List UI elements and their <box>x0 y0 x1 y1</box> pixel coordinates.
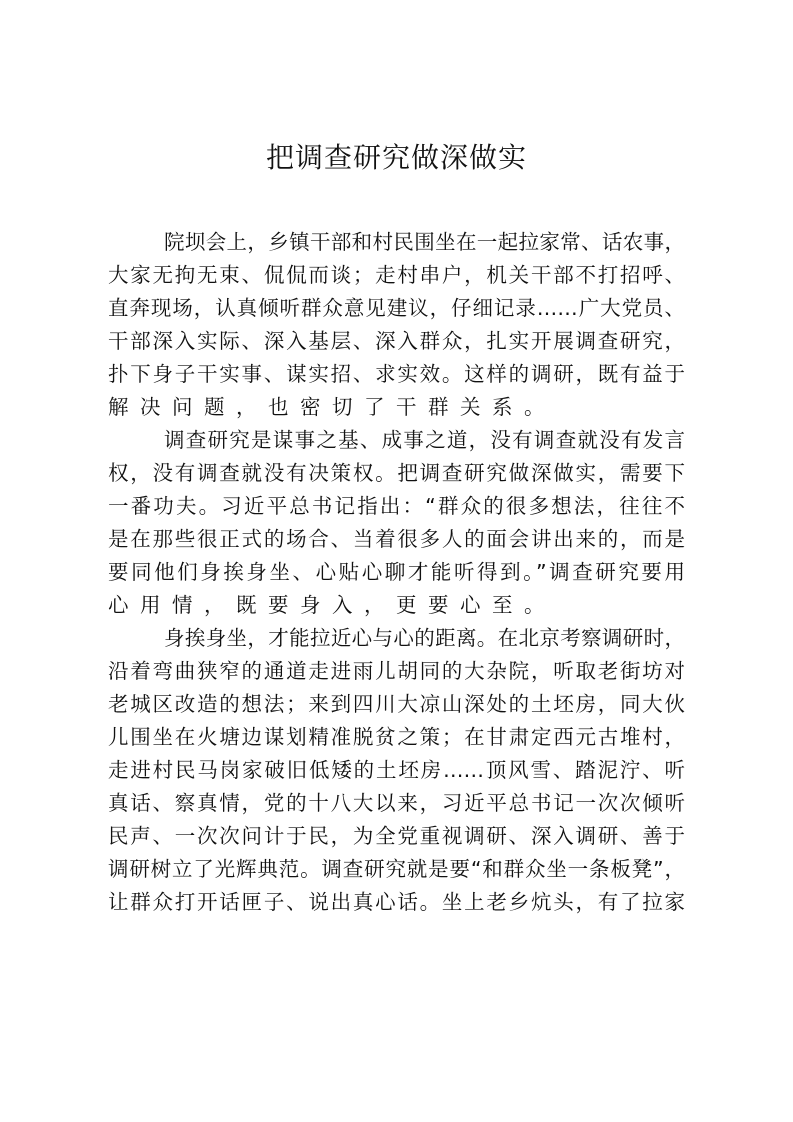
text-line: 院坝会上，乡镇干部和村民围坐在一起拉家常、话农事， <box>164 230 685 254</box>
text-line: 一番功夫。习近平总书记指出：“群众的很多想法，往往不 <box>108 494 685 518</box>
document-body <box>108 226 685 919</box>
text-line: 干部深入实际、深入基层、深入群众，扎实开展调查研究， <box>108 329 685 353</box>
text-line: 调研树立了光辉典范。调查研究就是要“和群众坐一条板凳”， <box>108 857 685 881</box>
text-line: 扑下身子干实事、谋实招、求实效。这样的调研，既有益于 <box>108 362 685 386</box>
text-line: 真话、察真情，党的十八大以来，习近平总书记一次次倾听 <box>108 791 685 815</box>
text-line: 权，没有调查就没有决策权。把调查研究做深做实，需要下 <box>108 461 685 485</box>
text-line: 解决问题，也密切了干群关系。 <box>108 395 556 419</box>
text-line: 身挨身坐，才能拉近心与心的距离。在北京考察调研时， <box>164 626 685 650</box>
text-line: 大家无拘无束、侃侃而谈；走村串户，机关干部不打招呼、 <box>108 263 685 287</box>
text-line: 调查研究是谋事之基、成事之道，没有调查就没有发言 <box>164 428 685 452</box>
text-line: 心用情，既要身入，更要心至。 <box>108 593 556 617</box>
text-line: 直奔现场，认真倾听群众意见建议，仔细记录……广大党员、 <box>108 296 685 320</box>
document-title: 把调查研究做深做实 <box>265 141 527 174</box>
paragraph-1 <box>108 226 685 424</box>
text-line: 是在那些很正式的场合、当着很多人的面会讲出来的，而是 <box>108 527 685 551</box>
text-line: 让群众打开话匣子、说出真心话。坐上老乡炕头，有了拉家 <box>108 890 685 914</box>
text-line: 走进村民马岗家破旧低矮的土坯房……顶风雪、踏泥泞、听 <box>108 758 685 782</box>
text-line: 老城区改造的想法；来到四川大凉山深处的土坯房，同大伙 <box>108 692 685 716</box>
text-line: 民声、一次次问计于民，为全党重视调研、深入调研、善于 <box>108 824 685 848</box>
text-line: 要同他们身挨身坐、心贴心聊才能听得到。”调查研究要用 <box>108 560 685 584</box>
paragraph-3 <box>108 622 685 919</box>
paragraph-2 <box>108 424 685 622</box>
text-line: 儿围坐在火塘边谋划精准脱贫之策；在甘肃定西元古堆村， <box>108 725 685 749</box>
text-line: 沿着弯曲狭窄的通道走进雨儿胡同的大杂院，听取老街坊对 <box>108 659 685 683</box>
